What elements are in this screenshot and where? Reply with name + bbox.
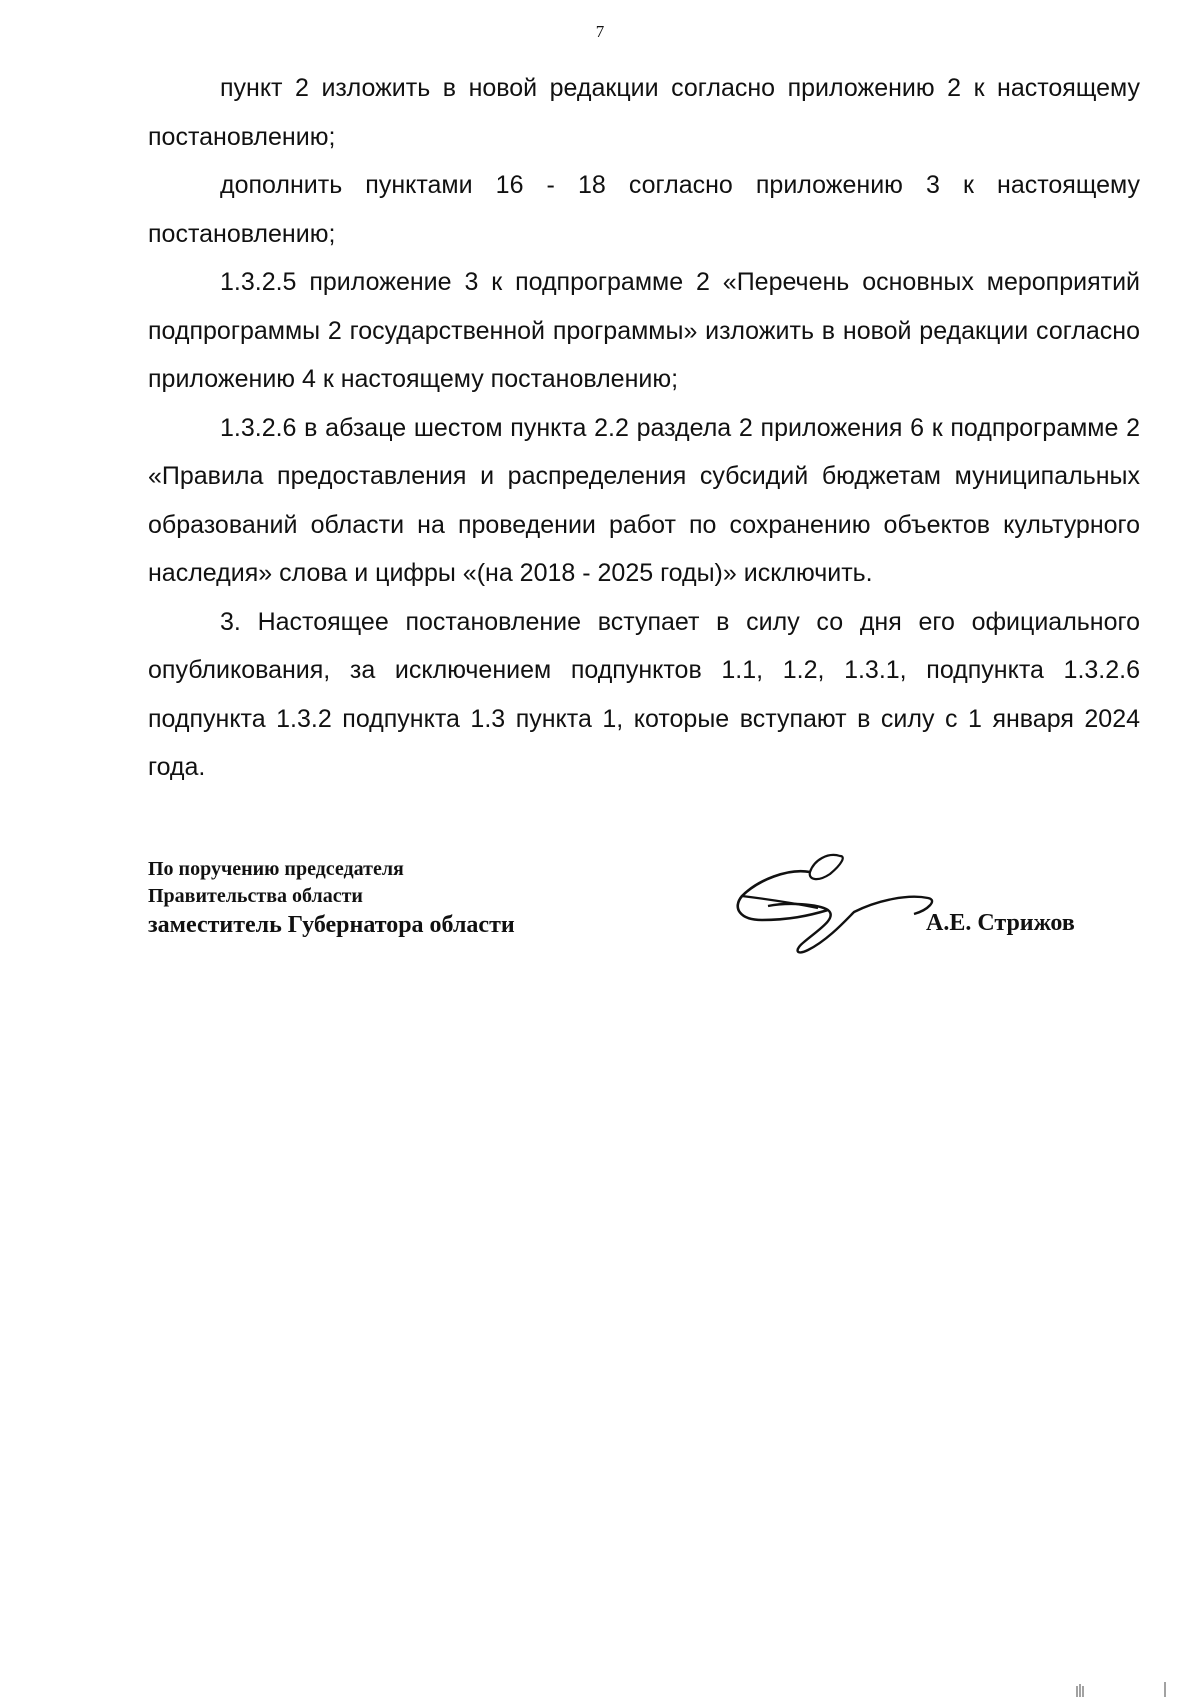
paragraph-3-effective-date: 3. Настоящее постановление вступает в силу со дня его официального опубликования, за исключением подпунктов 1.1, 1.2, 1.3.1, подпункта 1.3.2.6 подпункта 1.3.2 подпункта 1.3 пункта 1, которые вступают в силу с 1 января 2024 года. <box>148 607 1140 781</box>
page-number: 7 <box>595 22 605 41</box>
paragraph-1-3-2-6: 1.3.2.6 в абзаце шестом пункта 2.2 раздела 2 приложения 6 к подпрограмме 2 «Правила предоставления и распределения субсидий бюджетам муниципальных образований области на проведении работ по сохранению объектов культурного наследия» слова и цифры «(на 2018 - 2025 годы)» исключить. <box>148 413 1140 587</box>
signatory-line-2: Правительства области <box>148 885 363 907</box>
paragraph-punkt-2: пункт 2 изложить в новой редакции согласно приложению 2 к настоящему постановлению; <box>148 74 1140 151</box>
signatory-name: А.Е. Стрижов <box>926 910 1075 936</box>
paragraph-1-3-2-5: 1.3.2.5 приложение 3 к подпрограмме 2 «Перечень основных мероприятий подпрограммы 2 государственной программы» изложить в новой редакции согласно приложению 4 к настоящему постановлению; <box>148 268 1140 393</box>
signature-block <box>148 856 1148 966</box>
signatory-line-3: заместитель Губернатора области <box>148 912 515 938</box>
paragraph-add-points: дополнить пунктами 16 - 18 согласно приложению 3 к настоящему постановлению; <box>148 171 1140 248</box>
signatory-position <box>148 856 515 939</box>
document-body <box>148 64 1140 792</box>
signatory-line-1: По поручению председателя <box>148 858 404 880</box>
scan-artifact-marks <box>1075 1680 1175 1697</box>
